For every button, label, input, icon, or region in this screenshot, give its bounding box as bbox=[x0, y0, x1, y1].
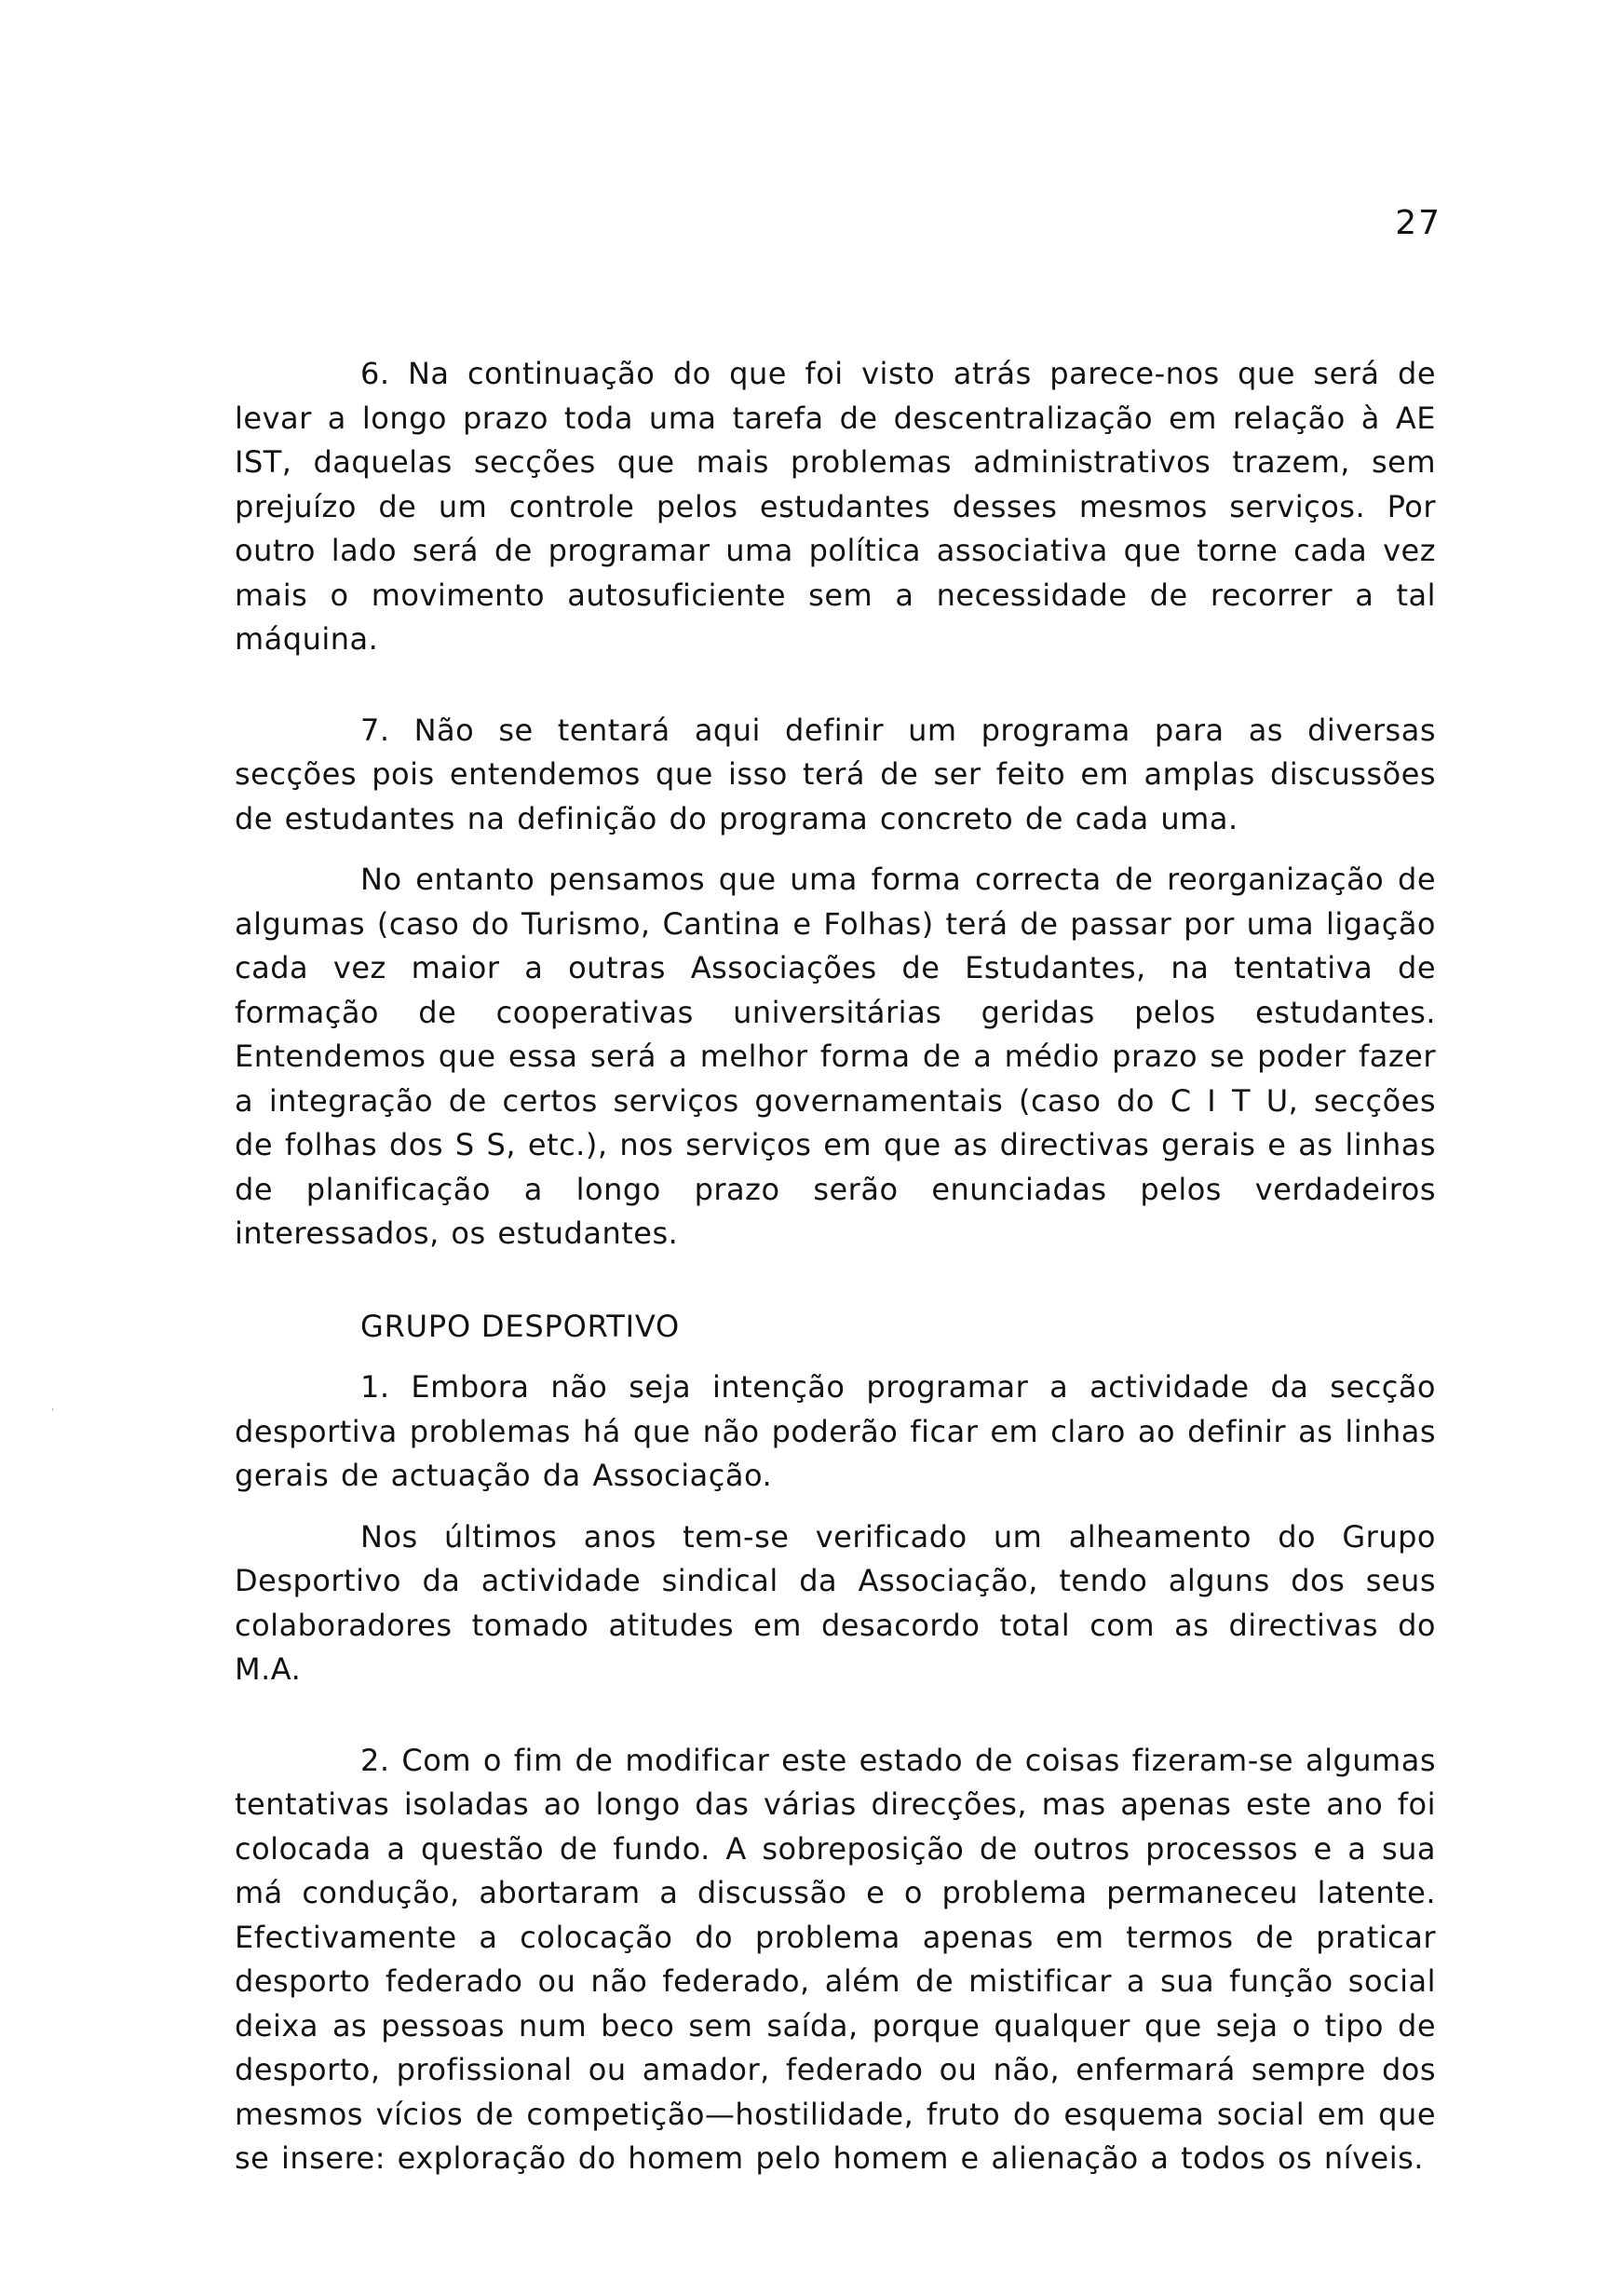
paragraph-grupo-desportivo-1-continuation: Nos últimos anos tem-se verificado um alheamento do Grupo Desportivo da actividade sindical da Associação, tendo alguns dos seus colaboradores tomado atitudes em desacordo total com as directivas do M.A. bbox=[235, 1518, 1436, 1687]
paragraph-grupo-desportivo-1: 1. Embora não seja intenção programar a actividade da secção desportiva problemas há que não poderão ficar em claro ao definir as linhas gerais de actuação da Associação. bbox=[235, 1369, 1436, 1493]
document-body bbox=[235, 352, 1436, 2181]
paragraph-6: 6. Na continuação do que foi visto atrás parece-nos que será de levar a longo prazo toda uma tarefa de descentralização em relação à AE IST, daquelas secções que mais problemas administrativos trazem, sem prejuízo de um controle pelos estudantes desses mesmos serviços. Por outro lado será de programar uma política associativa que torne cada vez mais o movimento autosuficiente sem a necessidade de recorrer a tal máquina. bbox=[235, 356, 1436, 657]
scan-artifact-mark bbox=[52, 1408, 53, 1411]
paragraph-grupo-desportivo-2: 2. Com o fim de modificar este estado de coisas fizeram-se algumas tentativas isoladas ao longo das várias direcções, mas apenas este ano foi colocada a questão de fundo. A sobreposição de outros processos e a sua má condução, abortaram a discussão e o problema permaneceu latente. Efectivamente a colocação do problema apenas em termos de praticar desporto federado ou não federado, além de mistificar a sua função social deixa as pessoas num beco sem saída, porque qualquer que seja o tipo de desporto, profissional ou amador, federado ou não, enfermará sempre dos mesmos vícios de competição—hostilidade, fruto do esquema social em que se insere: exploração do homem pelo homem e alienação a todos os níveis. bbox=[235, 1742, 1436, 2176]
page-number: 27 bbox=[1395, 204, 1441, 242]
section-heading-grupo-desportivo: GRUPO DESPORTIVO bbox=[360, 1308, 680, 1344]
paragraph-7: 7. Não se tentará aqui definir um programa para as diversas secções pois entendemos que isso terá de ser feito em amplas discussões de estudantes na definição do programa concreto de cada uma. bbox=[235, 712, 1436, 836]
paragraph-7-continuation: No entanto pensamos que uma forma correcta de reorganização de algumas (caso do Turismo, Cantina e Folhas) terá de passar por uma ligação cada vez maior a outras Associações de Estudantes, na tentativa de formação de cooperativas universitárias geridas pelos estudantes. Entendemos que essa será a melhor forma de a médio prazo se poder fazer a integração de certos serviços governamentais (caso do C I T U, secções de folhas dos S S, etc.), nos serviços em que as directivas gerais e as linhas de planificação a longo prazo serão enunciadas pelos verdadeiros interessados, os estudantes. bbox=[235, 862, 1436, 1251]
